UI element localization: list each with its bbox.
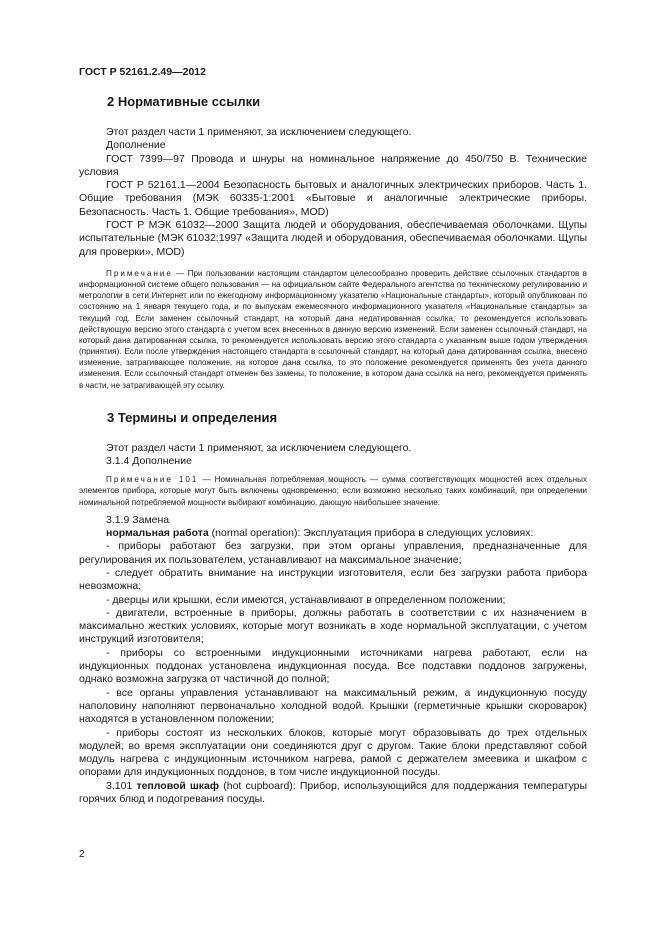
condition-item: - дверцы или крышки, если имеются, устанавливают в определенном положении; <box>106 593 506 606</box>
section-2-title: 2 Нормативные ссылки <box>107 94 261 109</box>
section-3-title: 3 Термины и определения <box>107 409 278 425</box>
condition-item: - следует обратить внимание на инструкции изготовителя, если без загрузки работа прибора невозможна; <box>79 566 587 593</box>
page-number: 2 <box>79 849 85 860</box>
section-2-addition: Дополнение <box>106 139 166 152</box>
section-2-note <box>79 268 587 391</box>
section-3-replace: 3.1.9 Замена <box>106 513 170 526</box>
condition-item: - приборы состоят из нескольких блоков, которые могут образовывать до трех отдельных модулей; во время эксплуатации они соединяются друг с другом. Такие блоки представляют собой модуль нагрева с индукционным источником нагрева, рамой с держателем змеевика и шкафом с опорами для индукционных поддонов, в том числе индукционной посуды. <box>79 726 587 779</box>
document-body <box>79 92 587 806</box>
condition-item: - приборы работают без загрузки, при этом органы управления, предназначенные для регулирования их пользователем, устанавливают на максимальное значение; <box>79 540 587 566</box>
document-header: ГОСТ Р 52161.2.49—2012 <box>79 66 206 78</box>
section-2-intro: Этот раздел части 1 применяют, за исключением следующего. <box>106 126 412 138</box>
condition-item: - приборы со встроенными индукционными источниками нагрева работают, если на индукционных поддонах установлена индукционная посуда. Все подставки поддонов загружены, однако возможна загрузка от частичной до полной; <box>79 646 587 686</box>
term-definition: (normal operation): Эксплуатация прибора в следующих условиях: <box>208 527 534 540</box>
term-name: нормальная работа <box>106 527 209 540</box>
term-normal-operation <box>79 527 587 540</box>
term-number: 3.101 <box>106 779 137 792</box>
condition-item: - все органы управления устанавливают на максимальный режим, а индукционную посуду наполовину наполняют первоначально холодной водой. Крышки (герметичные крышки скороварок) находятся в установленном положении; <box>79 686 587 726</box>
note-label: Примечание <box>106 268 173 278</box>
term-name: тепловой шкаф <box>136 779 220 792</box>
term-definition: (hot cupboard): Прибор, использующийся для поддержания температуры горячих блюд и подогревания посуды. <box>79 779 588 805</box>
section-3-addition: 3.1.4 Дополнение <box>106 454 192 467</box>
reference-item: ГОСТ Р 52161.1—2004 Безопасность бытовых и аналогичных электрических приборов. Часть 1. Общие требования (МЭК 60335-1:2001 «Бытовые и аналогичные электрические приборы. Безопасность. Часть 1. Общие требования», MOD) <box>79 179 587 218</box>
section-3-note <box>79 474 587 507</box>
condition-item: - двигатели, встроенные в приборы, должны работать в соответствии с их назначением в максимально жестких условиях, которые могут возникать в ходе нормальной эксплуатации, с учетом инструкций изготовителя; <box>79 606 587 646</box>
note-label: Примечание 101 <box>106 475 199 485</box>
reference-item: ГОСТ Р МЭК 61032—2000 Защита людей и оборудования, обеспечиваемая оболочками. Щупы испытательные (МЭК 61032:1997 «Защита людей и оборудования, обеспечиваемая оболочками. Щупы для проверки», MOD) <box>79 219 587 258</box>
note-text: — Номинальная потребляемая мощность — сумма соответствующих мощностей всех отдельных элементов прибора, которые могут быть включены одновременно; если возможно несколько таких комбинаций, при определении номинальной потребляемой мощности выбирают комбинацию, дающую наибольшее значение. <box>79 475 587 507</box>
reference-item: ГОСТ 7399—97 Провода и шнуры на номинальное напряжение до 450/750 В. Технические условия <box>79 152 587 178</box>
section-3-intro: Этот раздел части 1 применяют, за исключением следующего. <box>106 441 412 454</box>
note-text: — При пользовании настоящим стандартом целесообразно проверить действие ссылочных стандартов в информационной системе общего пользования — на официальном сайте Федерального агентства по техническому регулированию и метрологии в сети Интернет или по ежегодному информационному указателю «Национальные стандарты», который опубликован по состоянию на 1 января текущего года, и по выпускам ежемесячного информационного указателя «Национальные стандарты» за текущий год. Если заменен ссылочный стандарт, на который дана недатированная ссылка, то рекомендуется использовать действующую версию этого стандарта с учетом всех внесенных в данную версию изменений. Если заменен ссылочный стандарт, на который дана датированная ссылка, то рекомендуется использовать версию этого стандарта с указанным выше годом утверждения (принятия). Если после утверждения настоящего стандарта в ссылочный стандарт, на который дана датированная ссылка, внесено изменение, затрагивающее положение, на которое дана ссылка, то это положение рекомендуется применять без учета данного изменения. Если ссылочный стандарт отменен без замены, то положение, в котором дана ссылка на него, рекомендуется применять в части, не затрагивающей эту ссылку. <box>79 268 587 390</box>
term-hot-cupboard <box>79 780 587 807</box>
